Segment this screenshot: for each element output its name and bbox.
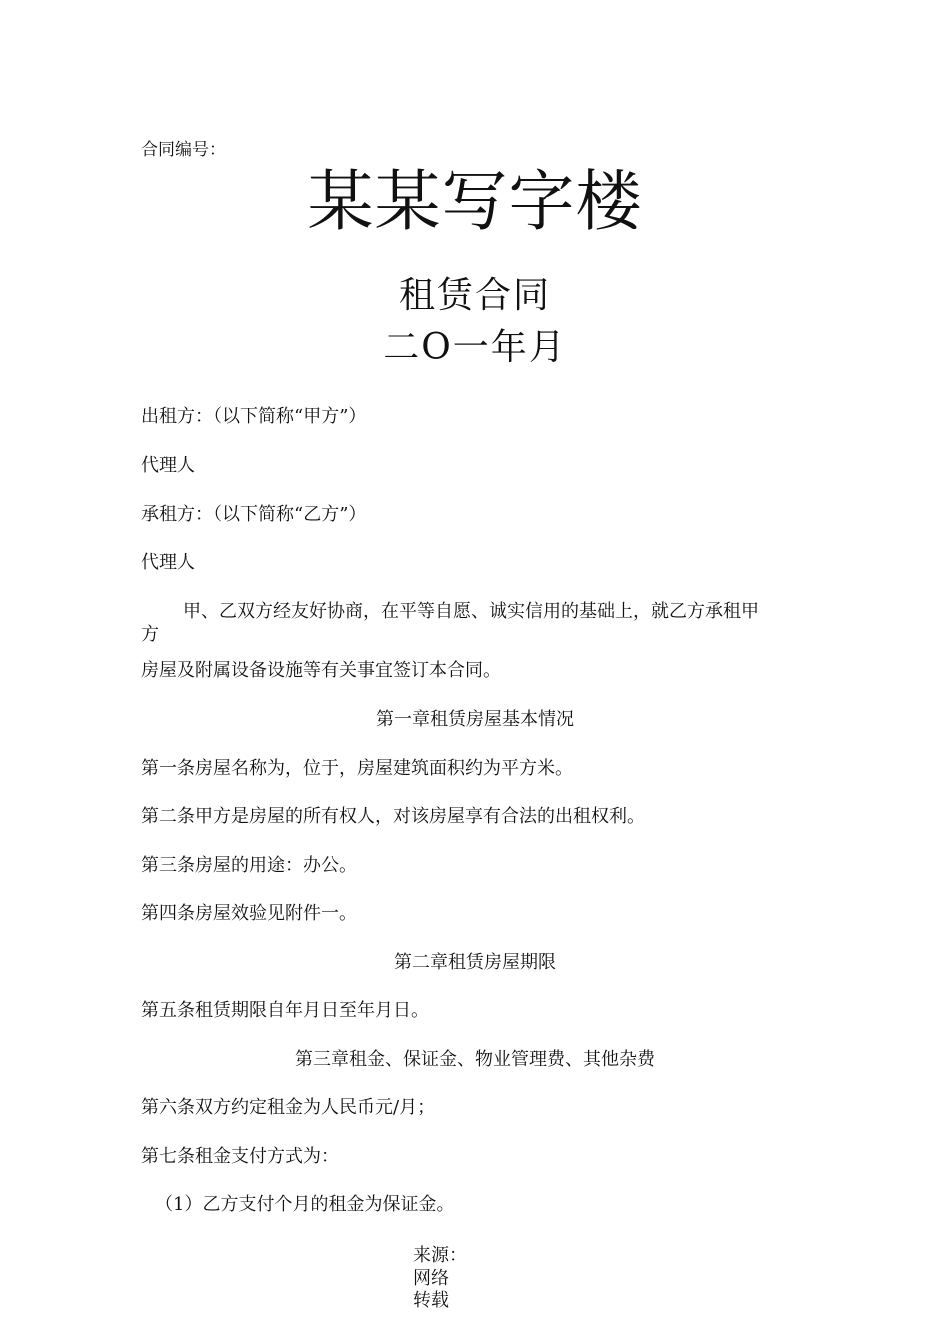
lessee-line: 承租方：（以下简称“乙方”）: [141, 504, 367, 525]
lessor-agent-line: 代理人: [141, 455, 195, 476]
article-5: 第五条租赁期限自年月日至年月日。: [141, 1000, 429, 1021]
article-3: 第三条房屋的用途：办公。: [141, 855, 357, 876]
chapter-1-heading: 第一章租赁房屋基本情况: [376, 709, 574, 730]
document-date: 二O一年月: [383, 327, 567, 368]
source-note: [413, 1245, 467, 1313]
source-note-line: 网络: [413, 1267, 449, 1289]
source-note-line: 来源：: [413, 1245, 467, 1266]
article-2: 第二条甲方是房屋的所有权人，对该房屋享有合法的出租权利。: [141, 806, 645, 827]
lessee-agent-line: 代理人: [141, 552, 195, 573]
contract-number-label: 合同编号：: [141, 140, 226, 160]
chapter-2-heading: 第二章租赁房屋期限: [394, 952, 556, 973]
building-name-title: 某某写字楼: [307, 163, 643, 240]
intro-paragraph-line1: 甲、乙双方经友好协商，在平等自愿、诚实信用的基础上，就乙方承租甲: [183, 601, 759, 622]
article-7-item-1: （1）乙方支付个月的租金为保证金。: [155, 1194, 455, 1215]
article-4: 第四条房屋效验见附件一。: [141, 903, 357, 924]
document-title: 租赁合同: [398, 275, 551, 316]
source-note-line: 转载: [413, 1290, 449, 1311]
chapter-3-heading: 第三章租金、保证金、物业管理费、其他杂费: [295, 1049, 655, 1070]
article-1: 第一条房屋名称为，位于，房屋建筑面积约为平方米。: [141, 758, 573, 779]
article-6: 第六条双方约定租金为人民币元/月；: [141, 1097, 436, 1118]
intro-paragraph-wrap: 方: [141, 624, 159, 645]
article-7: 第七条租金支付方式为：: [141, 1146, 339, 1167]
intro-paragraph-line2: 房屋及附属设备设施等有关事宜签订本合同。: [141, 660, 501, 681]
lessor-line: 出租方：（以下简称“甲方”）: [141, 406, 367, 427]
